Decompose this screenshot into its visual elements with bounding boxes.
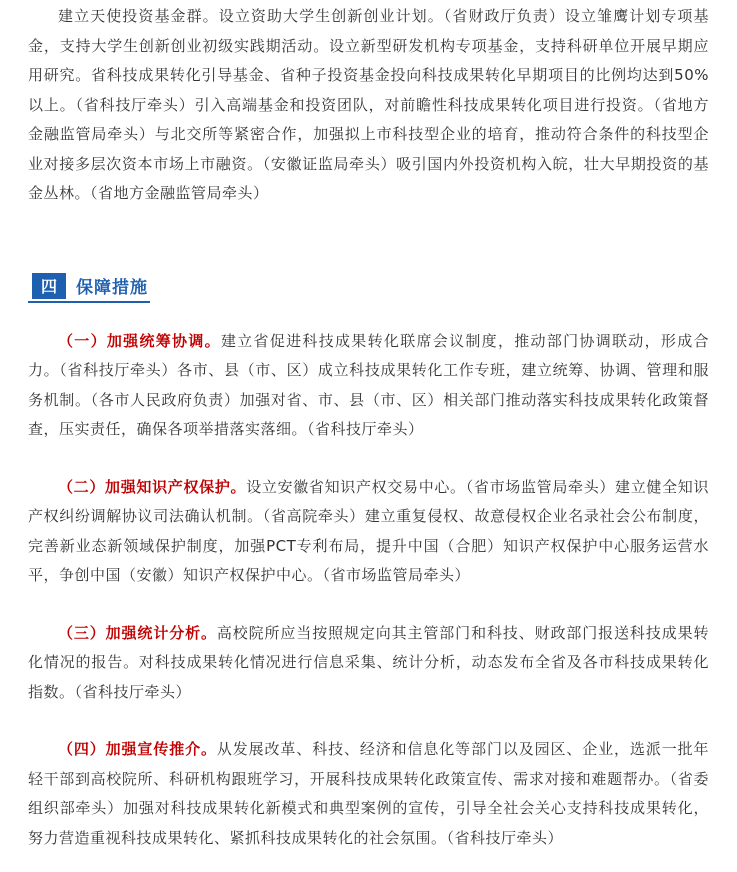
measure-text: 建立省促进科技成果转化联席会议制度，推动部门协调联动，形成合力。（省科技厅牵头）各市、县（市、区）成立科技成果转化工作专班，建立统筹、协调、管理和服务机制。（各市人民政府负责）加强对省、市、县（市、区）相关部门推动落实科技成果转化政策督查，压实责任，确保各项举措落实落细。（省科技厅牵头） bbox=[28, 331, 709, 438]
measure-lead: （二）加强知识产权保护。 bbox=[58, 477, 247, 496]
measure-paragraph bbox=[28, 327, 709, 445]
measure-block-2 bbox=[28, 473, 709, 591]
measure-block-4 bbox=[28, 735, 709, 853]
section-number-badge: 四 bbox=[32, 273, 66, 299]
measure-lead: （三）加强统计分析。 bbox=[58, 623, 217, 642]
section-underline bbox=[28, 301, 150, 303]
section-title: 保障措施 bbox=[76, 278, 148, 298]
measure-paragraph bbox=[28, 619, 709, 708]
measure-lead: （一）加强统筹协调。 bbox=[58, 331, 221, 350]
measure-paragraph bbox=[28, 735, 709, 853]
measure-text: 从发展改革、科技、经济和信息化等部门以及园区、企业，选派一批年轻干部到高校院所、科研机构跟班学习，开展科技成果转化政策宣传、需求对接和难题帮办。（省委组织部牵头）加强对科技成果转化新模式和典型案例的宣传，引导全社会关心支持科技成果转化，努力营造重视科技成果转化、紧抓科技成果转化的社会氛围。（省科技厅牵头） bbox=[28, 740, 709, 847]
measure-lead: （四）加强宣传推介。 bbox=[58, 740, 217, 758]
measure-block-3 bbox=[28, 619, 709, 708]
section-heading bbox=[28, 269, 709, 303]
document-page bbox=[0, 2, 737, 872]
measure-text: 设立安徽省知识产权交易中心。（省市场监管局牵头）建立健全知识产权纠纷调解协议司法确认机制。（省高院牵头）建立重复侵权、故意侵权企业名录社会公布制度，完善新业态新领域保护制度，加强PCT专利布局，提升中国（合肥）知识产权保护中心服务运营水平，争创中国（安徽）知识产权保护中心。（省市场监管局牵头） bbox=[28, 477, 709, 584]
measure-text: 高校院所应当按照规定向其主管部门和科技、财政部门报送科技成果转化情况的报告。对科技成果转化情况进行信息采集、统计分析，动态发布全省及各市科技成果转化指数。（省科技厅牵头） bbox=[28, 623, 709, 701]
intro-paragraph: 建立天使投资基金群。设立资助大学生创新创业计划。（省财政厅负责）设立雏鹰计划专项基金，支持大学生创新创业初级实践期活动。设立新型研发机构专项基金，支持科研单位开展早期应用研究。省科技成果转化引导基金、省种子投资基金投向科技成果转化早期项目的比例均达到50%以上。（省科技厅牵头）引入高端基金和投资团队，对前瞻性科技成果转化项目进行投资。（省地方金融监管局牵头）与北交所等紧密合作，加强拟上市科技型企业的培育，推动符合条件的科技型企业对接多层次资本市场上市融资。（安徽证监局牵头）吸引国内外投资机构入皖，壮大早期投资的基金丛林。（省地方金融监管局牵头） bbox=[28, 7, 709, 202]
measure-block-1 bbox=[28, 327, 709, 445]
measure-paragraph bbox=[28, 473, 709, 591]
